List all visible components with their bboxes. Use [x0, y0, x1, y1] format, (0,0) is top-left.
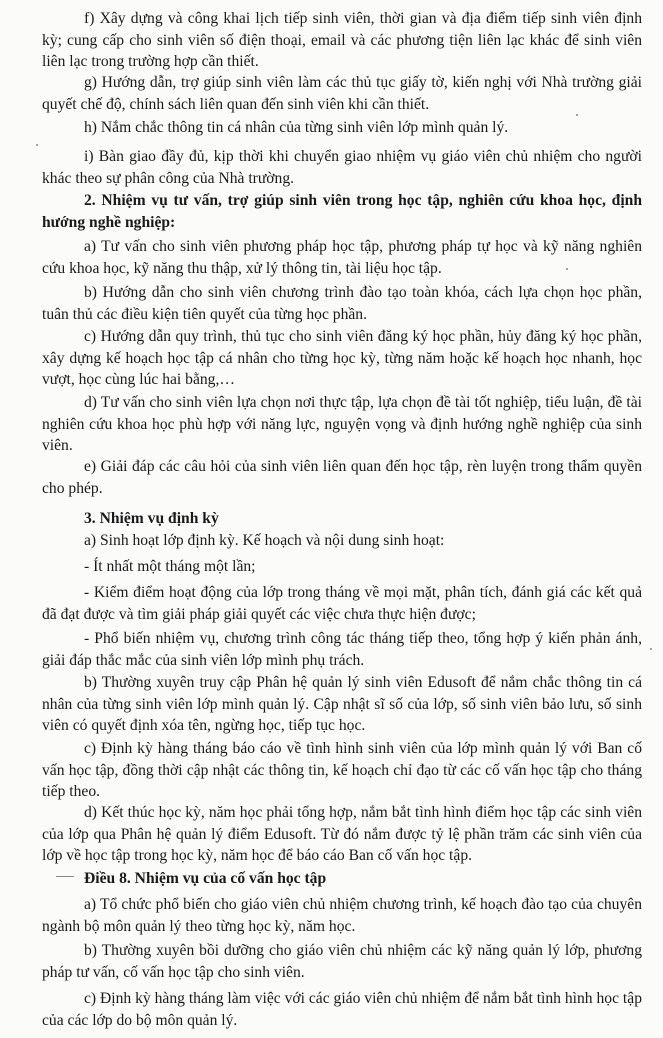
- section-3-item-a-bullet-2: - Kiểm điểm hoạt động của lớp trong tháng về mọi mặt, phân tích, đánh giá các kết quả đã đạt được và tìm giải pháp giải quyết các việc chưa thực hiện được;: [42, 584, 642, 623]
- section-2-item-e: e) Giải đáp các câu hỏi của sinh viên liên quan đến học tập, rèn luyện trong thẩm quyền cho phép.: [42, 458, 642, 497]
- paragraph-i: i) Bàn giao đầy đủ, kịp thời khi chuyển giao nhiệm vụ giáo viên chủ nhiệm cho người khác theo sự phân công của Nhà trường.: [42, 148, 642, 187]
- section-2-item-b: b) Hướng dẫn cho sinh viên chương trình đào tạo toàn khóa, cách lựa chọn học phần, tuân thủ các điều kiện tiên quyết của từng học phần.: [42, 284, 642, 323]
- scan-speck: [650, 648, 652, 650]
- paragraph-f: f) Xây dựng và công khai lịch tiếp sinh viên, thời gian và địa điểm tiếp sinh viên định kỳ; cung cấp cho sinh viên số điện thoại, email và các phương tiện liên lạc khác để sinh viên liên lạc trong trường hợp cần thiết.: [42, 10, 642, 70]
- section-2-item-a: a) Tư vấn cho sinh viên phương pháp học tập, phương pháp tự học và kỹ năng nghiên cứu khoa học, kỹ năng thu thập, xử lý thông tin, tài liệu học tập.: [42, 238, 642, 277]
- scan-speck: [566, 268, 568, 270]
- scan-speck: [576, 114, 578, 116]
- paragraph-g: g) Hướng dẫn, trợ giúp sinh viên làm các thủ tục giấy tờ, kiến nghị với Nhà trường giải quyết chế độ, chính sách liên quan đến sinh viên khi cần thiết.: [42, 74, 642, 113]
- section-3-item-a-bullet-3: - Phổ biến nhiệm vụ, chương trình công tác tháng tiếp theo, tổng hợp ý kiến phản ánh, giải đáp thắc mắc của sinh viên lớp mình phụ trách.: [42, 630, 642, 669]
- article-8-item-a: a) Tổ chức phổ biến cho giáo viên chủ nhiệm chương trình, kế hoạch đào tạo của chuyên ngành bộ môn quản lý theo từng học kỳ, năm học.: [42, 896, 642, 935]
- section-3-heading: 3. Nhiệm vụ định kỳ: [84, 510, 219, 527]
- article-8-heading: Điều 8. Nhiệm vụ của cố vấn học tập: [84, 870, 327, 887]
- section-3-item-a: a) Sinh hoạt lớp định kỳ. Kế hoạch và nội dung sinh hoạt:: [84, 532, 445, 549]
- section-3-item-b: b) Thường xuyên truy cập Phân hệ quản lý sinh viên Edusoft để nắm chắc thông tin cá nhân của từng sinh viên lớp mình quản lý. Cập nhật sĩ số của lớp, số sinh viên bảo lưu, số sinh viên có quyết định xóa tên, ngừng học, tiếp tục học.: [42, 674, 642, 734]
- section-3-item-c: c) Định kỳ hàng tháng báo cáo về tình hình sinh viên của lớp mình quản lý với Ban cố vấn học tập, đồng thời cập nhật các thông tin, kế hoạch chỉ đạo từ các cố vấn học tập cho tháng tiếp theo.: [42, 740, 642, 800]
- scan-speck: [36, 144, 38, 146]
- section-2-item-c: c) Hướng dẫn quy trình, thủ tục cho sinh viên đăng ký học phần, hủy đăng ký học phần, xây dựng kế hoạch học tập cá nhân cho từng học kỳ, từng năm hoặc kế hoạch học nhanh, học vượt, học cùng lúc hai bằng,…: [42, 328, 642, 388]
- pen-mark: [56, 876, 74, 877]
- section-2-item-d: d) Tư vấn cho sinh viên lựa chọn nơi thực tập, lựa chọn đề tài tốt nghiệp, tiểu luận, đề tài nghiên cứu khoa học phù hợp với năng lực, nguyện vọng và định hướng nghề nghiệp của sinh viên.: [42, 394, 642, 454]
- section-3-item-d: d) Kết thúc học kỳ, năm học phải tổng hợp, nắm bắt tình hình điểm học tập các sinh viên của lớp qua Phân hệ quản lý điểm Edusoft. Từ đó nắm được tỷ lệ phần trăm các sinh viên của lớp về học tập trong học kỳ, năm học để báo cáo Ban cố vấn học tập.: [42, 804, 642, 864]
- section-3-item-a-bullet-1: - Ít nhất một tháng một lần;: [84, 558, 256, 575]
- paragraph-h: h) Nắm chắc thông tin cá nhân của từng sinh viên lớp mình quản lý.: [84, 119, 509, 136]
- section-2-heading: 2. Nhiệm vụ tư vấn, trợ giúp sinh viên trong học tập, nghiên cứu khoa học, định hướng nghề nghiệp:: [42, 192, 642, 231]
- article-8-item-b: b) Thường xuyên bồi dưỡng cho giáo viên chủ nhiệm các kỹ năng quản lý lớp, phương pháp tư vấn, cố vấn học tập cho sinh viên.: [42, 942, 642, 981]
- article-8-item-c: c) Định kỳ hàng tháng làm việc với các giáo viên chủ nhiệm để nắm bắt tình hình học tập của các lớp do bộ môn quản lý.: [42, 990, 642, 1029]
